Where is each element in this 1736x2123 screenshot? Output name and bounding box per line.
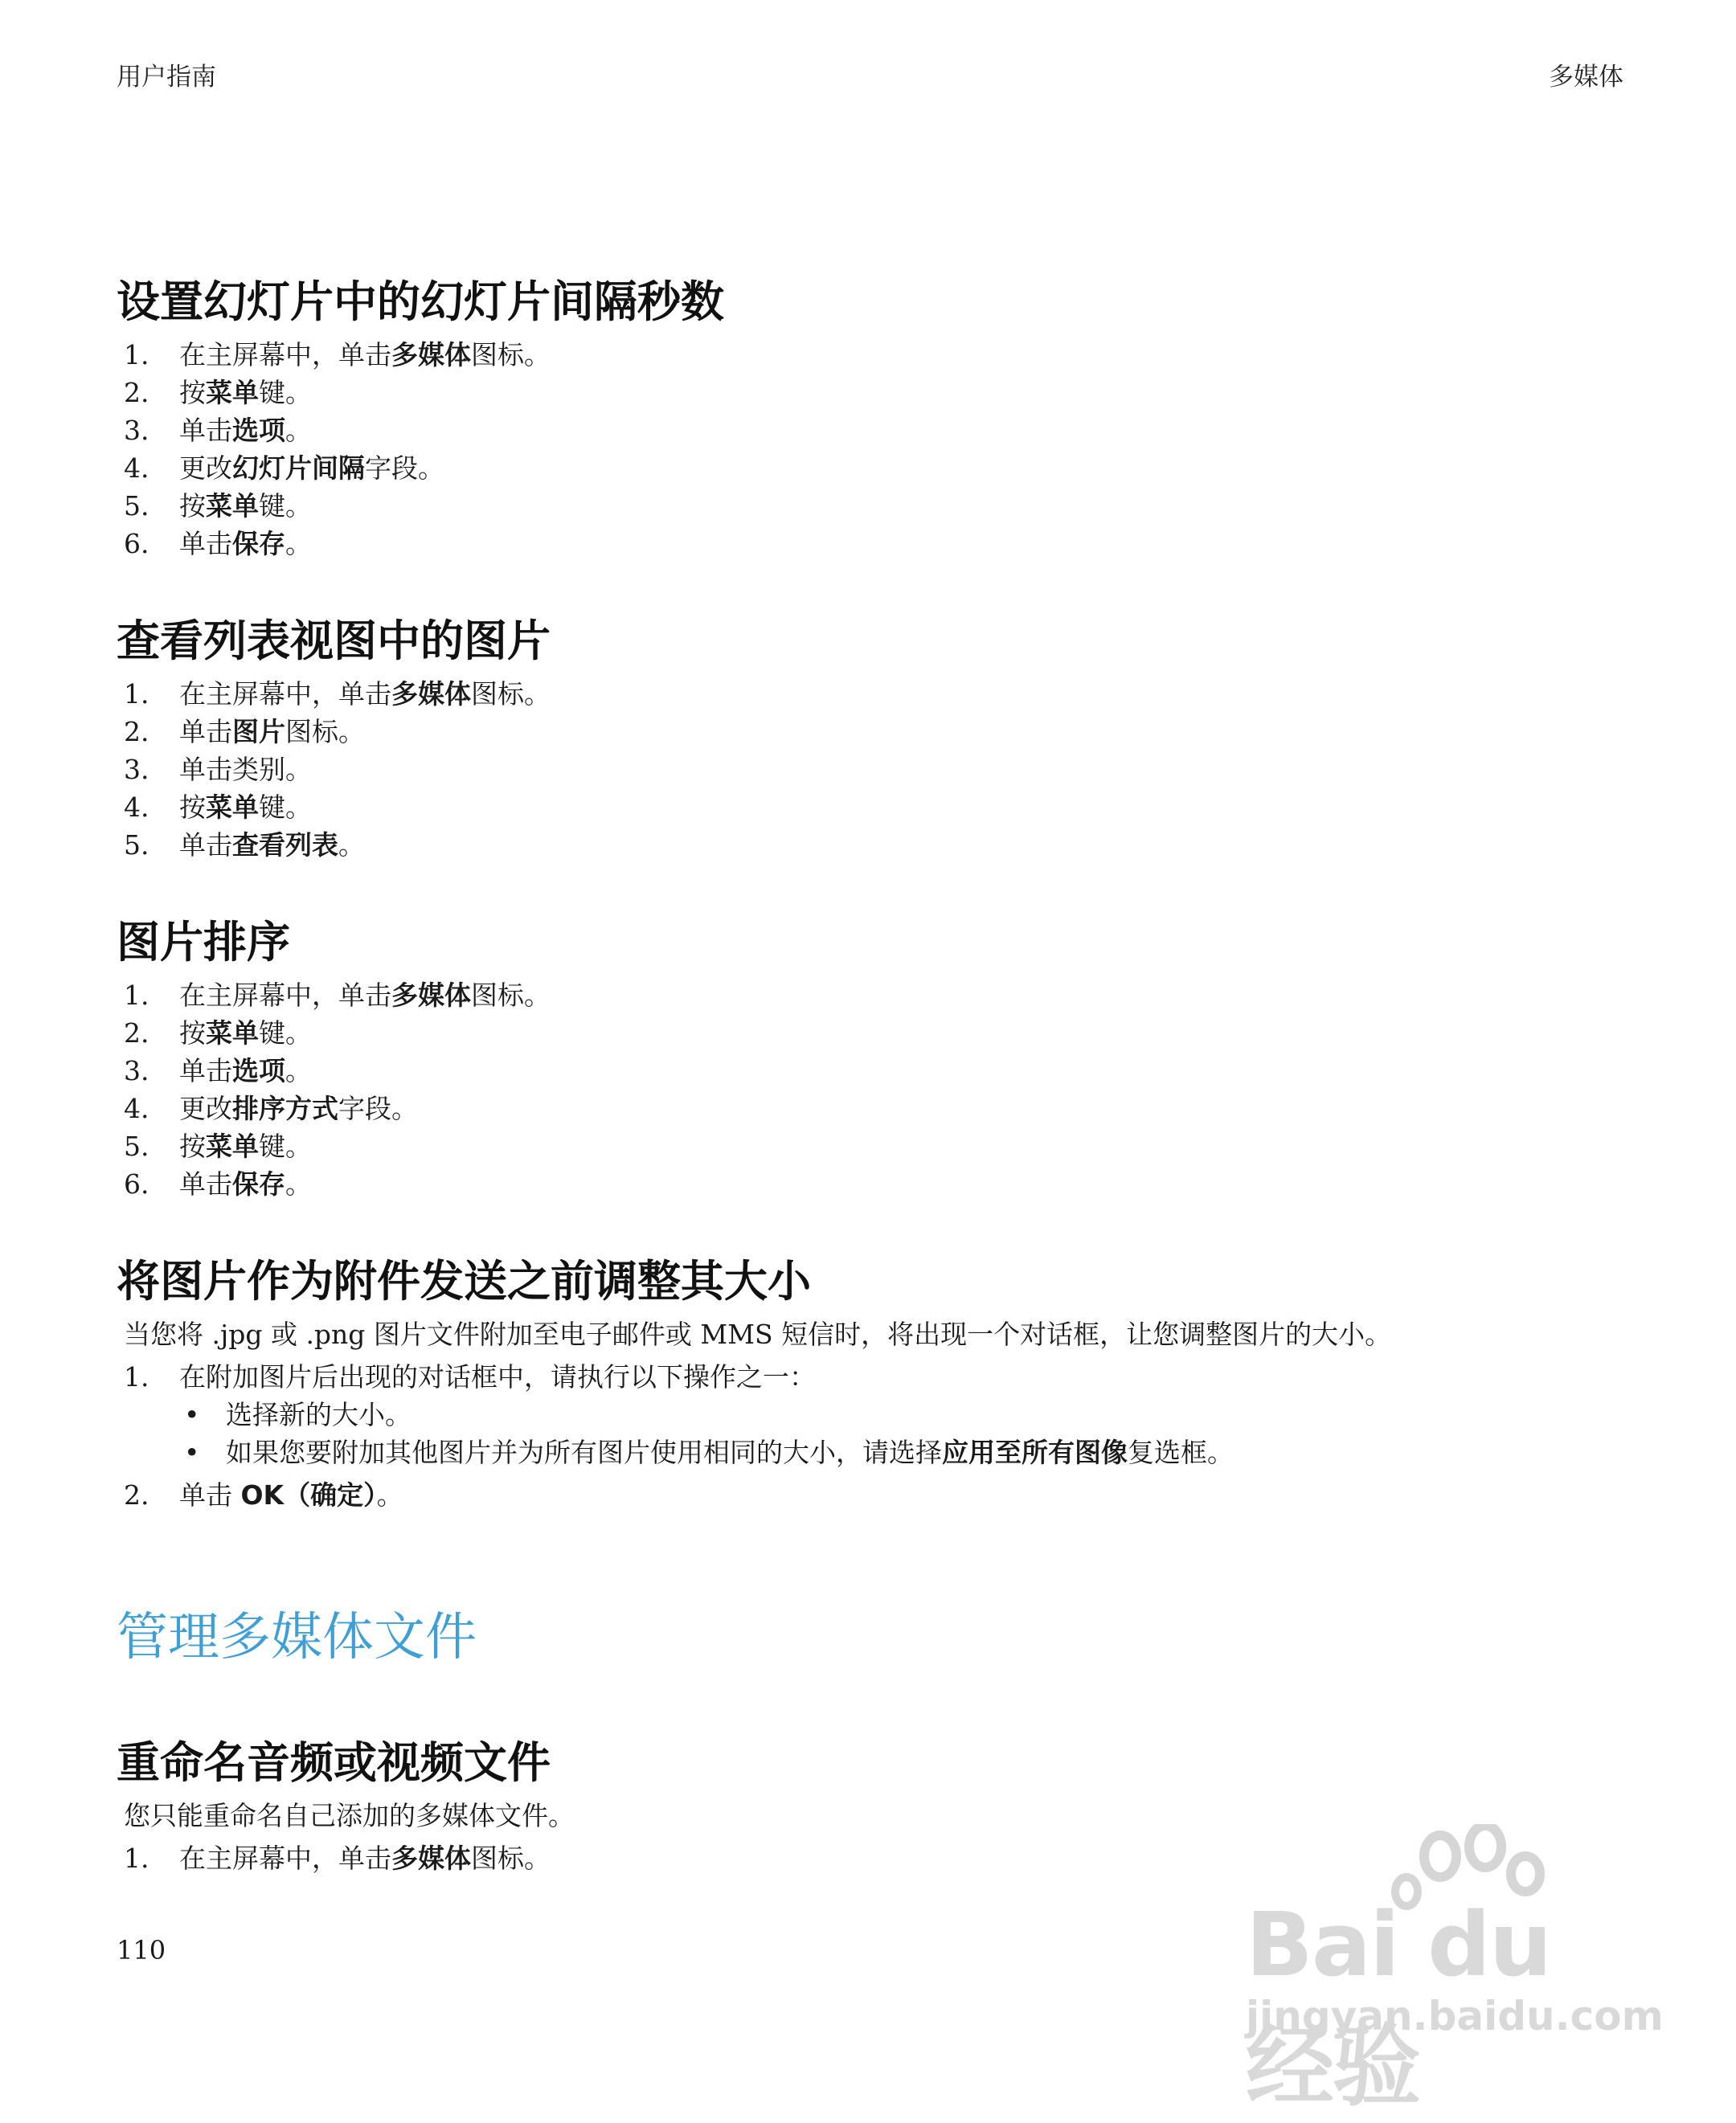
- page-content: [117, 273, 1644, 1877]
- step-item: 6. 单击保存。: [124, 1168, 312, 1200]
- header-chapter: 多媒体: [1549, 63, 1623, 92]
- section-intro: 当您将 .jpg 或 .png 图片文件附加至电子邮件或 MMS 短信时，将出现一个对话框，让您调整图片的大小。: [124, 1319, 1392, 1350]
- bullet-item: • 选择新的大小。: [179, 1396, 1644, 1434]
- bullet-glyph: •: [184, 1437, 200, 1468]
- step-item: 4. 更改排序方式字段。: [124, 1093, 418, 1124]
- step-item: 3. 单击类别。: [124, 754, 312, 785]
- section-title-slideshow-interval: 设置幻灯片中的幻灯片间隔秒数: [117, 276, 724, 327]
- step-item: 2. 单击 OK（确定）。: [124, 1479, 403, 1511]
- watermark-url: jingyan.baidu.com: [1246, 1993, 1664, 2039]
- step-item: 5. 按菜单键。: [124, 1131, 312, 1162]
- baidu-watermark: [1230, 1824, 1664, 2118]
- steps-list: [117, 1476, 1644, 1514]
- step-item: 2. 按菜单键。: [124, 377, 312, 408]
- steps-list: [117, 1358, 1644, 1396]
- steps-list: [117, 976, 1644, 1203]
- step-item: 3. 单击选项。: [124, 415, 312, 446]
- steps-list: [117, 336, 1644, 562]
- step-item: 3. 单击选项。: [124, 1055, 312, 1086]
- step-item: 5. 按菜单键。: [124, 490, 312, 522]
- step-item: 6. 单击保存。: [124, 528, 312, 559]
- step-item: 4. 按菜单键。: [124, 792, 312, 823]
- section-title-sort-pictures: 图片排序: [117, 917, 290, 967]
- step-item: 1. 在主屏幕中，单击多媒体图标。: [124, 1843, 551, 1874]
- bullet-glyph: •: [184, 1399, 200, 1430]
- watermark-brand: Bai du 经验: [1246, 1893, 1551, 2118]
- section-title-rename-file: 重命名音频或视频文件: [117, 1737, 551, 1788]
- step-item: 4. 更改幻灯片间隔字段。: [124, 452, 444, 484]
- step-item: 5. 单击查看列表。: [124, 829, 365, 861]
- page-number: 110: [117, 1935, 166, 1966]
- step-item: 1. 在主屏幕中，单击多媒体图标。: [124, 980, 551, 1011]
- section-title-resize-attachment: 将图片作为附件发送之前调整其大小: [117, 1256, 811, 1307]
- steps-list: [117, 675, 1644, 864]
- section-intro: 您只能重命名自己添加的多媒体文件。: [124, 1800, 575, 1831]
- bullet-list: [117, 1396, 1644, 1471]
- step-item: 1. 在主屏幕中，单击多媒体图标。: [124, 339, 551, 370]
- section-title-list-view: 查看列表视图中的图片: [117, 616, 551, 666]
- header-doc-title: 用户指南: [117, 63, 216, 92]
- step-item: 1. 在主屏幕中，单击多媒体图标。: [124, 678, 551, 710]
- step-item: 2. 按菜单键。: [124, 1017, 312, 1049]
- bullet-item: • 如果您要附加其他图片并为所有图片使用相同的大小，请选择应用至所有图像复选框。: [179, 1434, 1644, 1471]
- step-item: 2. 单击图片图标。: [124, 716, 365, 747]
- step-item: 1. 在附加图片后出现的对话框中，请执行以下操作之一：: [124, 1361, 816, 1393]
- chapter-title: 管理多媒体文件: [117, 1608, 477, 1667]
